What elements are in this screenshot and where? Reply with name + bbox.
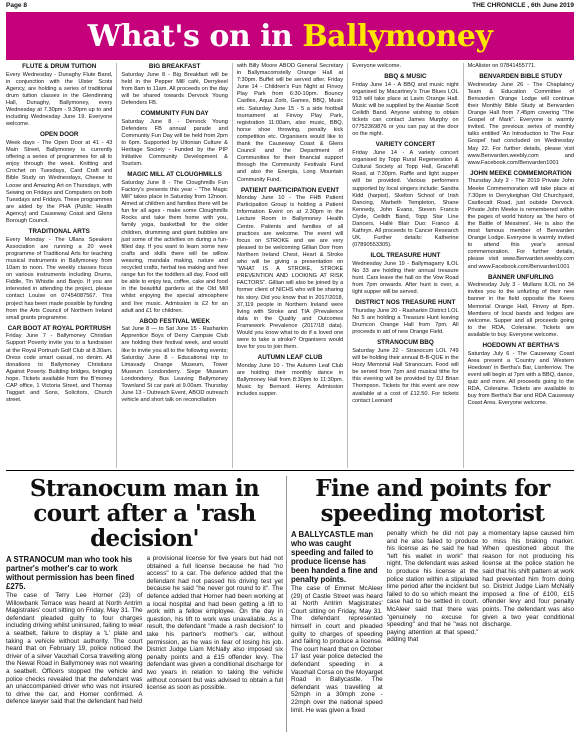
event-body: McAlister on 07841455771. (467, 63, 536, 69)
listing-column (6, 63, 112, 468)
paper-dateline: THE CHRONICLE , 6th June 2019 (472, 2, 574, 9)
event-body: Every Monday - The Ullans Speakers Association are running a 20 week programme of Traditional Arts for teaching musical instruments in Ballymoney from 10am to noon. The weekly classes focus on various instruments including Drums, Fiddle, Tin Whistle and Banjo. If you are interested in attending the project, please contact Louise on 07454087567. This project has been made possible by funding from the Arts Council of Northern Ireland small grants programme. (6, 236, 113, 321)
event-body: Saturday July 6 - The Causeway Coast Area present a 'Country and Western Hoedown' in Bertha's Bar, Lisnferriow. The event will begin at 7pm with a BBQ, dance, quiz and more. All proceeds going to the RDA, Coleraine. Tickets are available to buy from Bertha's Bar and RDA Causeway Coast Area. Everyone welcome. (467, 350, 574, 407)
story-text: a momentary lapse caused him to miss his braking marker. When questioned about the reason for not producing his license at the police station he said that his shift pattern at work had prevented him from doing so. District Judge Liam McNally imposed a fine of £100, £15 offender levy and four penalty points. The defendant was also given a two year conditional discharge. (482, 530, 574, 629)
event-body: Friday June 14 - A variety concert organised by Topp Rural Regeneration & Cultural Society at Topp Hall, Gracehill Road, at 7:30pm. Raffle and light supper will be provided. Various performers supported by local singers include; Sandra Kidd (harpist), Skelton School of Irish Dancing, Marbeth Templeton, Shane Kennedy, John Evans, Steven Francis Clyde, Ceilidh Band, Topp Star Line Dancers, Hallé Blair Duo: Franco & Kathryn. All proceeds to Cancer Research UK. Further details: Katherine (07890553305). (352, 150, 459, 249)
event-item (6, 228, 112, 322)
event-item (237, 187, 343, 352)
event-title: MAGIC MILL AT CLOUGHMILLS (127, 171, 222, 179)
event-title: ILOL TREASURE HUNT (370, 252, 441, 260)
event-body: with Billy Moore ABOD General Secretary in Ballymacomstelly Orange Hall at 7:30pm. Buffet will be served after. Friday June 14 - Children's Fun Night at Finvoy Play Park from 6:30-10pm. Bouncy Castles, Aqua Zorb, Games, BBQ, Music etc. Saturday June 15 - 5 a side football tournament at Finvoy Play Park, registration 11:00am, also music, BBQ, horse shoe throwing, penalty kick competition etc. Organisers would like to thank the Causeway Coast & Glens Council and the Department of Communities for their financial support through the Community Festivals Fund and also the Energia, Long Mountain Community Fund. (236, 63, 344, 183)
event-body: Everyone welcome. (352, 63, 402, 69)
event-body: Monday June 10 - The Autumn Leaf Club are holding their monthly dance in Ballymoney Hall from 8:30pm to 11:30pm. Music by Bernard Henry. Admission includes supper. (236, 362, 344, 398)
event-body: Every Wednesday - Dunaghy Flute Band, in conjunction with the Ulster Scots Agency, are holding a series of traditional drum tuition classes in the Glendinning Hall, Dunaghy, Ballymoney, every Wednesday at 7.30pm - 9.30pm up to and including Wednesday June 19. Everyone welcome. (6, 71, 113, 128)
event-title: BANNER UNFURLING (487, 273, 554, 281)
story-text: The case of Terry Lee Horner (23) of Willowbank Terrace was heard at North Antrim Magistrates' court sitting on Friday, May 31. The defendant pleaded guilty to four charges including driving whilst uninsured, failing to wear a seatbelt, failure to display a 'L' plate and taking a vehicle without authority. The court heard that on February 19, police noticed the driver of a silver Vauxhall Corsa travelling along the Newal Road in Ballymoney was not wearing a seatbelt. Officers stopped the vehicle and police checks revealed that the defendant was an unaccompanied driver who was not insured to drive the car, and Horner confirmed. A defence lawyer said that the defendant had held (6, 592, 143, 706)
listing-column (232, 63, 343, 468)
event-title: BENVARDEN BIBLE STUDY (479, 73, 563, 81)
event-title: BIG BREAKFAST (148, 63, 201, 70)
event-title: CAR BOOT AT ROYAL PORTRUSH (7, 324, 111, 332)
story-lead: A BALLYCASTLE man who was caught speeding and failed to produce license has been handed a fine and penalty points. (291, 530, 378, 584)
event-body: Saturday June 8 - Dervock Young Defenders FB annual parade and Community Fun Day will be held from 2pm to 6pm. Supported by Ultonian Culture & Heritage Society - Funded by the PIP Initiative Community Development & Tourism. (121, 118, 228, 168)
event-body: Saturday June 8 - The Cloughmills Fun Factory's presents this year - "The Magic Mill" takes place in Saturday from 12noon. Aimed at children and families there will be fun for all ages - make some Cloughmills Rocks and take them home with you, family yoga, basketball for the older children, drumming and giant bubbles are just some of the activities on during a fun-filled day. If you want to learn some new crafts and skills there will be willow weaving, mandala making, nature and recycled crafts, herbal tea making and free range fun for the toddlers all day. Food will be able to enjoy tea, coffee, cake and food in the beautiful gardens at the Old Mill whilst enjoying the special atmosphere and live music. Admission is £2 for an adult and £1 for children. (121, 179, 228, 314)
event-title: STRANOCUM BBQ (377, 339, 434, 347)
event-body: Saturday June 22 - Stranocum LOL 749 will be holding their annual B-B-QUE in the Hozy Memorial Hall Stranocum. Food will be served from 7pm and musical tithe for this evening will be provided by DJ Brian Thompson. Tickets for this event are now available at a cost of £12.50. For tickets contact Leonard (352, 347, 459, 404)
banner-title-main: What's on in (87, 18, 303, 54)
event-item (352, 63, 458, 70)
event-item (6, 325, 112, 405)
story-speeding (291, 476, 574, 734)
banner-title-town: Ballymoney (302, 18, 493, 54)
event-body: Monday June 10 - The FHB Patient Participation Group is holding a Patient Information Event on at 2.30pm in the Lecture Room in Ballymoney Health Centre. Patients and families of all practices are welcome. The event will focus on STROKE and we are very pleased to be welcoming Gillian Dorr from Northern Ireland Chest, Heart & Stroke who will be giving a presentation on "WHAT IS A STROKE, STROKE PREVENTION AND LOOKING AT RISK FACTORS". Gillian will also be joined by a former client of NICHS who will be sharing his story. Did you know that in 2017/2018, 37,119 people in Northern Ireland were living with Stroke and TIA (Prevalence data in the Quality and Outcomes Framework Prevalence (2017/18 data). Would you know what to do if a loved one were to take a stroke? Organisers would love for you to join them. (236, 195, 344, 351)
event-item (468, 170, 574, 271)
story-column (291, 530, 383, 714)
event-title: DISTRICT NOS TREASURE HUNT (355, 299, 456, 307)
event-body: Sat June 8 — to Sat June 15 - Rasharkin Apprentice Boys of Derry Campsie Club are holding their festival week, and would like to invite you all to the following events; Saturday June 8 - Educational trip to Limavady Orange Museum, Tower Museum Londonderry. Siege Museum Londonderry. Bus Leaving Ballymoney Townland St car park at 9.00am. Thursday June 13 - Outreach Event, ABOD outreach vehicle and short talk on reconciliation (121, 326, 228, 404)
event-body: Friday June 14 - A BBQ and music night organised by Macartney's True Blues LOL 913 will take place at Lavin Orange Hall. Music will be supplied by the Alastair Scott Ceilidh Band. Anyone wishing to obtain tickets can contact James Murphy on 07752369876 or you can pay at the door on the night. (352, 81, 459, 138)
event-item (352, 141, 458, 249)
story-headline: Stranocum man in court after a 'rash decision' (29, 476, 260, 552)
story-column (482, 530, 574, 714)
column-divider (286, 476, 287, 732)
event-item (121, 63, 227, 107)
event-item (237, 354, 343, 398)
whats-on-banner (6, 12, 574, 60)
event-title: AUTUMN LEAF CLUB (257, 354, 323, 362)
event-body: Thursday July 2 - The 2019 Private John Meeke Commemoration will take place at 7.30pm in Derrykeighan Old Churchyard, Castlecatt Road, just outside Dervock. Private John Meeke is remembered within the pages of world history as 'the hero of the Battle of Messines'. He is also the most famous member of Benvarden Orange Lodge. Everyone is warmly invited to attend this year's annual commemoration. For further details, please visit www.Benvarden.weebly.com and www.Facebook.com/Benvarden1001 (467, 178, 574, 270)
event-body: Thursday June 20 - Rasharkin District LOL No 5 are holding a Treasure Hunt leaving Drumcon Orange Hall from 7pm. All proceeds in aid of new Orange Field. (352, 308, 459, 336)
listing-column (347, 63, 458, 468)
event-title: JOHN MEEKE COMMEMORATION (470, 169, 572, 177)
event-title: BBQ & MUSIC (384, 73, 427, 81)
story-stranocum (6, 476, 283, 734)
event-item (468, 342, 574, 407)
story-lead: A STRANOCUM man who took his partner's mother's car to work without permission has been fined £275. (6, 555, 135, 591)
event-title: HOEDOWN AT BERTHA'S (482, 341, 560, 349)
event-listings (6, 63, 574, 468)
story-text: penalty which he did not pay and he also failed to produce his license as he said he had "left his wallet in work" that night. The defendant was asked to produce his license at the police station within a stipulated time period after the incident but failed to do so which meant the case had to be settled in court. McAleer said that there was "genuinely no excuse for speeding" and that he "was not paying attention at that speed," adding that (386, 530, 479, 644)
event-item (6, 63, 112, 128)
event-title: COMMUNITY FUN DAY (140, 110, 209, 118)
event-title: OPEN DOOR (39, 131, 79, 139)
story-column (6, 555, 143, 706)
event-item (237, 63, 343, 184)
event-item (352, 252, 458, 296)
story-text: The case of Emmet McAleer (29) of Castle Street was heard at North Antrim Magistrates' Court sitting on Friday, May 31. The defendant represented himself in court and pleaded guilty to charges of speeding and failing to produce a license. The court heard that on October 17 last year police detected the defendant speeding in a Vauxhall Corsa on the Moyarget Road in Ballycastle. The defendant was travelling at 52mph in a 30mph zone - 22mph over the national speed limit. He was given a fixed (291, 585, 383, 714)
event-title: ABOD FESTIVAL WEEK (139, 317, 210, 325)
event-title: FLUTE & DRUM TUITION (22, 63, 97, 70)
story-column (387, 530, 479, 714)
event-item (6, 131, 112, 225)
banner-title (88, 19, 493, 54)
event-body: Week days - The Open Door at 41 - 43 Main Street, Ballymoney is currently offering a series of programmes for all to enjoy through the week. Knitting and Crochet on Tuesdays, Card Craft and Bible Study on Wednesdays, Cheese to Loose and Amazing Art on Thursdays, with Sewing on Fridays and Computers on both Tuesdays and Fridays. These programmes are aided by the PHA (Public Health Agency) and Causeway Coast and Glens Borough Council. (6, 139, 113, 224)
event-body: Wednesday July 3 - Mullans ILOL no 34 invites you to the unfurling of their new banner in the field opposite the Keers Memorial Orange Hall, Finvoy at 8pm. Members of local bands and lodges are welcome. Supper and all proceeds going to the RDA, Coleraine. Tickets are available to buy. Everyone welcome. (467, 282, 574, 338)
page-number: Page 8 (6, 2, 27, 9)
event-body: Saturday June 8 - Big Breakfast will be held in the Pepper Mill café, Derrykeel from 8am to 11am. All proceeds on the day will be shared towards Dervock Young Defenders FB. (121, 71, 228, 106)
section-rule (6, 470, 574, 471)
event-title: VARIETY CONCERT (375, 141, 436, 149)
event-item (352, 339, 458, 404)
event-item (121, 171, 227, 314)
event-body: Wednesday June 19 - Ballymagarry ILOL No 33 are holding their annual treasure hunt. Cars leave the hall on the Vow Road from 7pm onwards. After hunt is over, a light supper will be served. (352, 260, 459, 296)
event-item (468, 73, 574, 167)
event-title: TRADITIONAL ARTS (28, 228, 90, 236)
event-item (121, 110, 227, 168)
page-header (6, 2, 574, 12)
story-column (147, 555, 284, 706)
event-body: Friday June 7 - Ballymoney Christian Support Poverty invite you to a fundraiser at the Royal Portrush Golf Club at 8.30am. Dress code smart casual, no denim. All donations to Ballymoney Christians Against Poverty. Building bridges, bringing hope. Tickets available from the B'money CAP office, 1 Victoria Street, and Thomas Taggart and Sons, Solicitors, Church street. (6, 333, 113, 404)
event-item (352, 299, 458, 336)
event-item (468, 274, 574, 339)
event-item (352, 73, 458, 138)
event-item (468, 63, 574, 70)
listing-column (463, 63, 574, 468)
event-body: Wednesday June 26 - The Chaplaincy Team & Education Committee of Benvarden Orange Lodge will continue their Monthly Bible Study at Benvarden Orange Hall from 7.45pm covering "The Gospel of Mark". Everyone is warmly invited. The previous series of monthly talks entitled 'An Introduction to The Four Gospel' had concluded on Wednesday May 22. For further details, please visit www.Benvarden.weebly.com and www.Facebook.com/Benvarden1001 (467, 81, 574, 166)
listing-column (116, 63, 227, 468)
story-text: a provisional license for five years but had not obtained a full license because he had "no access" to a car. The defence added that the defendant had not passed his driving test yet because he said "he never got round to it". The defence added that Horner had been working at a local hospital and had been getting a lift to work with a fellow employee. On the day in question, his lift to work was unavailable. As a result, the defendant "made a rash decision" to take his partner's mother's car, without permission, as he was in fear of losing his job. District Judge Liam McNally also imposed six penalty points and a £15 offender levy. The defendant was given a conditional discharge for two years in relation to taking the vehicle without consent but was advised to obtain a full license as soon as possible. (146, 555, 283, 692)
event-title: PATIENT PARTICIPATION EVENT (240, 186, 340, 194)
story-headline: Fine and points for speeding motorist (315, 476, 550, 527)
event-item (121, 318, 227, 405)
